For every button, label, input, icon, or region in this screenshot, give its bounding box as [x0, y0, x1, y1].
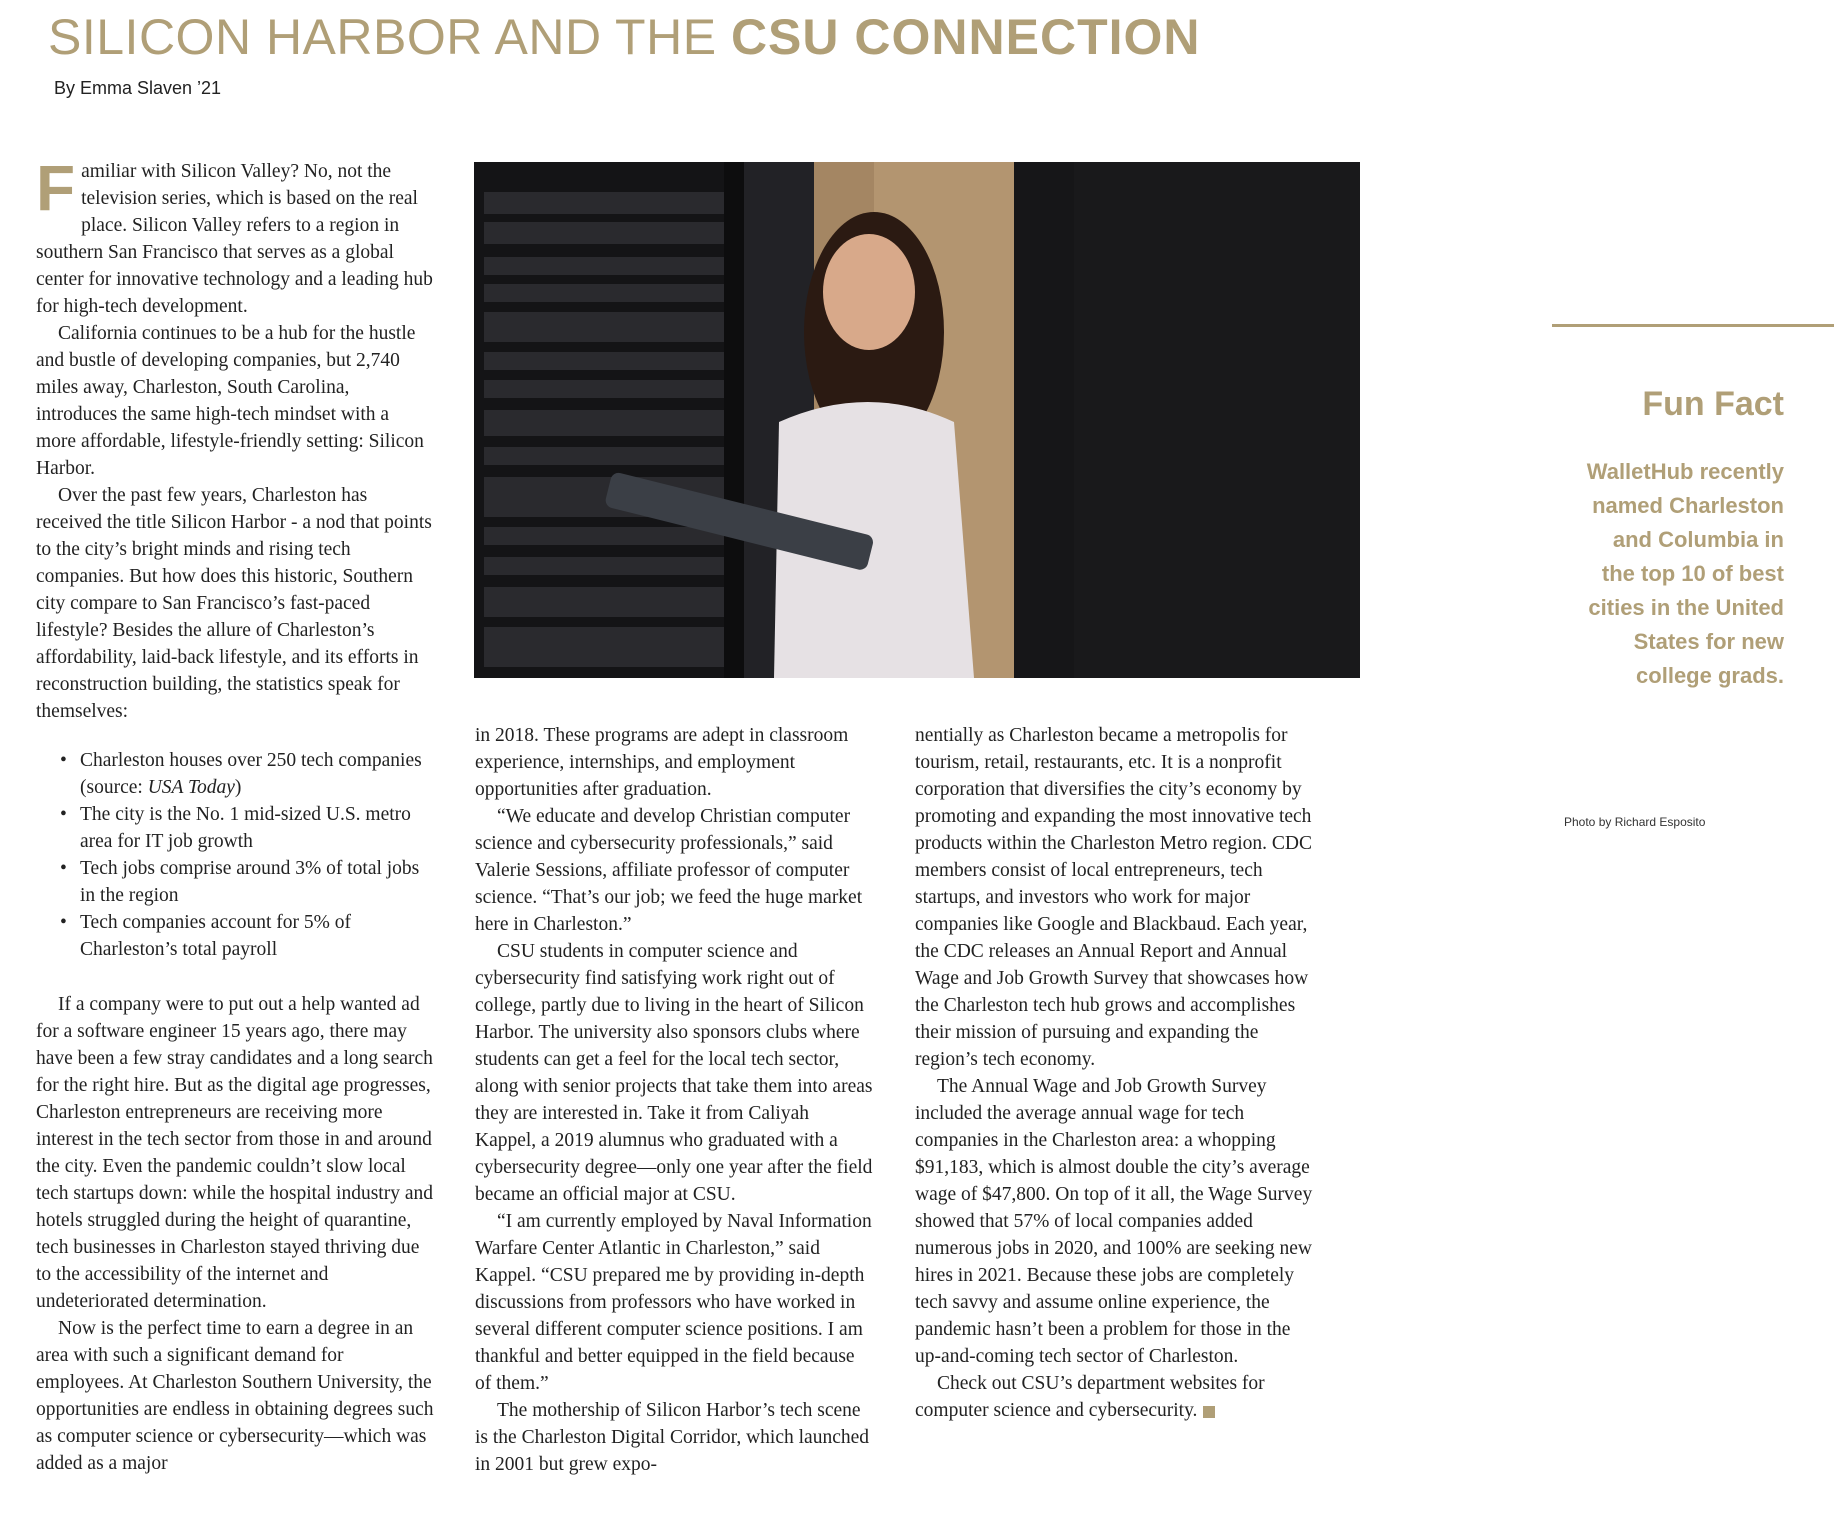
list-item-text: Charleston houses over 250 tech companies (source:: [80, 750, 422, 798]
paragraph-text: amiliar with Silicon Valley? No, not the television series, which is based on the real place. Silicon Valley refers to a region in southern San Francisco that serves as a global center for innovative technology and a leading hub for high-tech development.: [36, 161, 433, 317]
paragraph-text: Check out CSU’s department websites for computer science and cybersecurity.: [915, 1373, 1265, 1421]
paragraph: “I am currently employed by Naval Information Warfare Center Atlantic in Charleston,” said Kappel. “CSU prepared me by providing in-depth discussions from professors who have worked in several different computer science positions. I am thankful and better equipped in the field because of them.”: [475, 1211, 872, 1394]
fun-fact-sidebar: [1552, 324, 1834, 843]
byline: By Emma Slaven ’21: [54, 78, 222, 98]
list-item: • Tech jobs comprise around 3% of total jobs in the region: [80, 855, 434, 909]
title-light: SILICON HARBOR AND THE: [48, 9, 717, 65]
drop-cap: F: [36, 152, 76, 224]
paragraph: Over the past few years, Charleston has received the title Silicon Harbor - a nod that points to the city’s bright minds and rising tech companies. But how does this historic, Southern city compare to San Francisco’s fast-paced lifestyle? Besides the allure of Charleston’s affordability, laid-back lifestyle, and its efforts in reconstruction building, the statistics speak for themselves:: [36, 485, 432, 722]
list-item: • The city is the No. 1 mid-sized U.S. metro area for IT job growth: [80, 801, 434, 855]
paragraph: [36, 152, 434, 320]
column-1: [36, 152, 434, 1477]
list-item: [80, 747, 434, 801]
photo-credit: Photo by Richard Esposito: [1564, 815, 1706, 829]
source-name: USA Today: [147, 777, 235, 798]
end-mark-icon: [1203, 1406, 1215, 1418]
fun-fact-text: WalletHub recently named Charleston and Columbia in the top 10 of best cities in the United States for new college grads.: [1586, 459, 1784, 688]
list-item-text: ): [234, 777, 242, 798]
paragraph: [915, 1370, 1315, 1424]
title-bold: CSU CONNECTION: [730, 9, 1201, 65]
paragraph: The Annual Wage and Job Growth Survey included the average annual wage for tech companies in the Charleston area: a whopping $91,183, which is almost double the city’s average wage of $47,800. On top of it all, the Wage Survey showed that 57% of local companies added numerous jobs in 2020, and 100% are seeking new hires in 2021. Because these jobs are completely tech savvy and assume online experience, the pandemic hasn’t been a problem for those in the up-and-coming tech sector of Charleston.: [915, 1076, 1313, 1367]
list-item: • Tech companies account for 5% of Charleston’s total payroll: [80, 909, 434, 963]
paragraph: “We educate and develop Christian computer science and cybersecurity professionals,” said Valerie Sessions, affiliate professor of computer science. “That’s our job; we feed the huge market here in Charleston.”: [475, 806, 863, 935]
server-room-photo: [474, 162, 1360, 678]
paragraph: Now is the perfect time to earn a degree in an area with such a significant demand for employees. At Charleston Southern University, the opportunities are endless in obtaining degrees such as computer science or cybersecurity—which was added as a major: [36, 1318, 434, 1474]
paragraph: The mothership of Silicon Harbor’s tech scene is the Charleston Digital Corridor, which launched in 2001 but grew expo-: [475, 1400, 870, 1475]
article-title: [48, 6, 1201, 68]
paragraph: nentially as Charleston became a metropolis for tourism, retail, restaurants, etc. It is a nonprofit corporation that diversifies the city’s economy by promoting and expanding the most innovative tech products within the Charleston Metro region. CDC members consist of local entrepreneurs, tech startups, and investors who work for major companies like Google and Blackbaud. Each year, the CDC releases an Annual Report and Annual Wage and Job Growth Survey that showcases how the Charleston tech hub grows and accomplishes their mission of pursuing and expanding the region’s tech economy.: [915, 725, 1312, 1070]
column-2: [475, 722, 875, 1478]
statistics-list: [36, 747, 434, 963]
fun-fact-title: Fun Fact: [1642, 385, 1784, 423]
column-3: [915, 722, 1315, 1424]
paragraph: in 2018. These programs are adept in classroom experience, internships, and employment opportunities after graduation.: [475, 725, 849, 800]
paragraph: California continues to be a hub for the hustle and bustle of developing companies, but 2,740 miles away, Charleston, South Carolina, introduces the same high-tech mindset with a more affordable, lifestyle-friendly setting: Silicon Harbor.: [36, 323, 424, 479]
paragraph: If a company were to put out a help wanted ad for a software engineer 15 years ago, there may have been a few stray candidates and a long search for the right hire. But as the digital age progresses, Charleston entrepreneurs are receiving more interest in the tech sector from those in and around the city. Even the pandemic couldn’t slow local tech startups down: while the hospital industry and hotels struggled during the height of quarantine, tech businesses in Charleston stayed thriving due to the accessibility of the internet and undeteriorated determination.: [36, 994, 433, 1312]
paragraph: CSU students in computer science and cybersecurity find satisfying work right out of college, partly due to living in the heart of Silicon Harbor. The university also sponsors clubs where students can get a feel for the local tech sector, along with senior projects that take them into areas they are interested in. Take it from Caliyah Kappel, a 2019 alumnus who graduated with a cybersecurity degree—only one year after the field became an official major at CSU.: [475, 941, 873, 1205]
